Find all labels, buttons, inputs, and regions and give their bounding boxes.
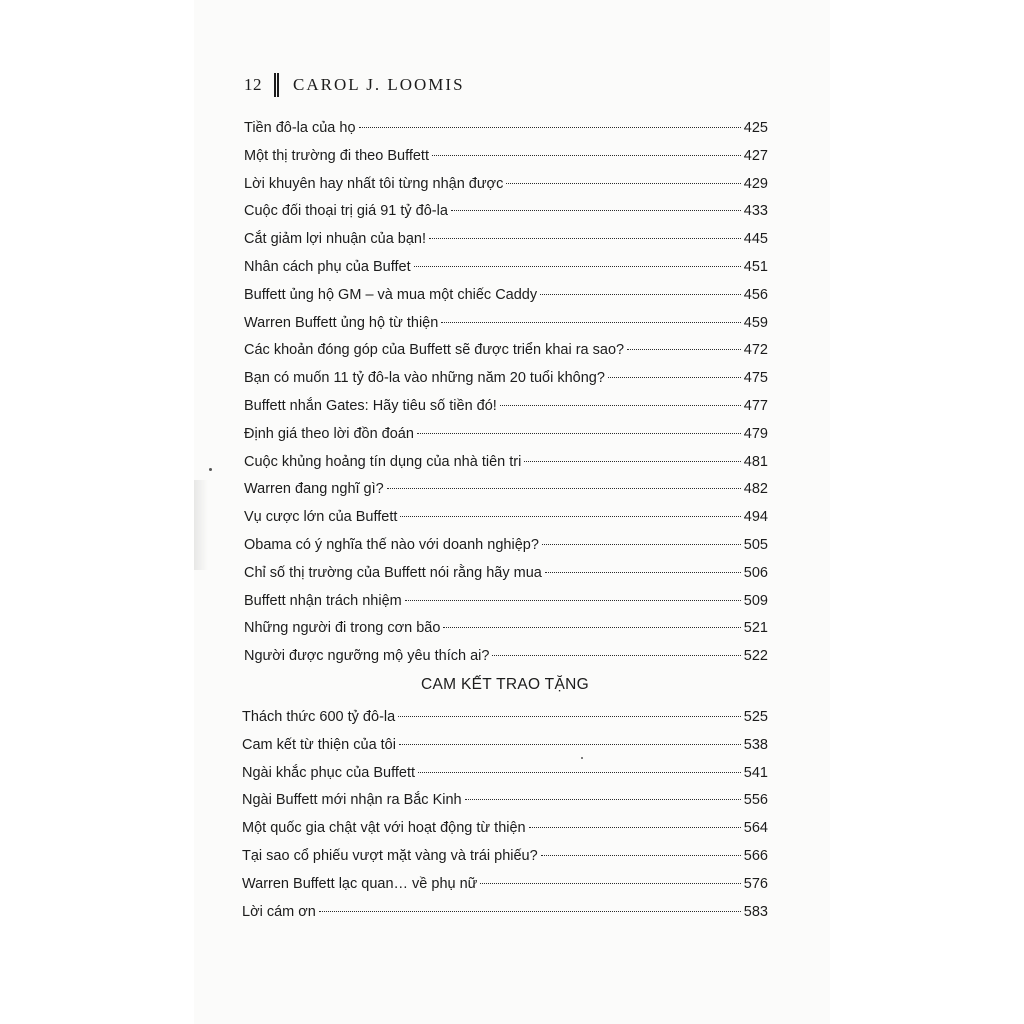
toc-entry-title: Bạn có muốn 11 tỷ đô-la vào những năm 20 tuổi không? — [244, 370, 605, 387]
dot-leader — [465, 798, 741, 800]
dot-leader — [608, 376, 741, 378]
toc-entry-page-number: 429 — [743, 175, 768, 192]
toc-entry — [244, 421, 768, 449]
toc-entry-title: Obama có ý nghĩa thế nào với doanh nghiệp? — [244, 536, 539, 553]
dot-leader — [492, 654, 740, 656]
toc-entry — [244, 365, 768, 393]
toc-entry — [244, 198, 768, 226]
toc-entry — [244, 171, 768, 199]
toc-list-part-2 — [242, 704, 768, 926]
toc-entry — [244, 643, 768, 671]
running-header — [244, 70, 764, 100]
toc-entry-title: Tiền đô-la của họ — [244, 120, 356, 136]
dot-leader — [398, 715, 741, 717]
toc-entry-page-number: 427 — [743, 147, 768, 164]
dot-leader — [443, 626, 740, 628]
toc-entry-page-number: 477 — [743, 397, 768, 414]
toc-entry — [244, 560, 768, 588]
dot-leader — [399, 743, 741, 745]
toc-entry — [242, 899, 768, 927]
dot-leader — [627, 348, 741, 350]
toc-entry-page-number: 538 — [743, 736, 768, 753]
toc-entry — [244, 254, 768, 282]
dot-leader — [441, 321, 741, 323]
dot-leader — [432, 154, 741, 156]
dot-leader — [480, 882, 740, 884]
toc-entry — [242, 732, 768, 760]
toc-entry-page-number: 456 — [743, 286, 768, 303]
toc-entry — [242, 871, 768, 899]
toc-entry-page-number: 521 — [743, 620, 768, 637]
toc-entry-page-number: 509 — [743, 592, 768, 609]
dot-leader — [541, 854, 741, 856]
section-heading: CAM KẾT TRAO TẶNG — [421, 676, 589, 693]
toc-entry — [242, 815, 768, 843]
toc-entry — [242, 787, 768, 815]
toc-entry — [242, 760, 768, 788]
print-speck — [209, 468, 212, 471]
toc-entry-title: Một quốc gia chật vật với hoạt động từ thiện — [242, 820, 526, 837]
dot-leader — [405, 599, 741, 601]
toc-entry-title: Một thị trường đi theo Buffett — [244, 147, 429, 164]
dot-leader — [542, 543, 741, 545]
toc-entry-title: Buffett nhắn Gates: Hãy tiêu số tiền đó! — [244, 397, 497, 414]
toc-entry-page-number: 556 — [743, 792, 768, 809]
toc-entry-title: Buffett ủng hộ GM – và mua một chiếc Caddy — [244, 286, 538, 303]
toc-entry-title: Các khoản đóng góp của Buffett sẽ được triển khai ra sao? — [244, 342, 625, 359]
dot-leader — [529, 826, 741, 828]
toc-entry-title: Định giá theo lời đồn đoán — [244, 425, 414, 442]
toc-entry-page-number: 506 — [743, 564, 768, 581]
toc-entry-page-number: 583 — [743, 903, 768, 920]
page-shadow — [194, 480, 208, 570]
dot-leader — [414, 265, 741, 267]
toc-entry — [244, 588, 768, 616]
toc-entry-title: Ngài khắc phục của Buffett — [242, 764, 416, 781]
toc-entry-title: Thách thức 600 tỷ đô-la — [242, 709, 396, 725]
toc-entry-title: Cam kết từ thiện của tôi — [242, 736, 396, 753]
toc-entry-title: Tại sao cổ phiếu vượt mặt vàng và trái phiếu? — [242, 847, 538, 864]
toc-entry — [242, 704, 768, 732]
toc-entry-page-number: 445 — [743, 231, 768, 248]
toc-entry — [244, 504, 768, 532]
dot-leader — [545, 571, 741, 573]
toc-entry-page-number: 494 — [743, 509, 768, 526]
toc-entry — [242, 843, 768, 871]
toc-entry-title: Cắt giảm lợi nhuận của bạn! — [244, 231, 427, 248]
toc-entry-title: Warren đang nghĩ gì? — [244, 481, 384, 498]
toc-entry — [244, 615, 768, 643]
toc-entry-page-number: 475 — [743, 370, 768, 387]
toc-entry-title: Chỉ số thị trường của Buffett nói rằng hãy mua — [244, 564, 542, 581]
toc-entry-page-number: 525 — [743, 709, 768, 725]
toc-entry — [244, 337, 768, 365]
toc-entry-page-number: 433 — [743, 203, 768, 220]
toc-entry-title: Cuộc đối thoại trị giá 91 tỷ đô-la — [244, 203, 448, 220]
page-number: 12 — [244, 75, 262, 94]
toc-entry — [244, 393, 768, 421]
dot-leader — [418, 771, 741, 773]
dot-leader — [500, 404, 741, 406]
dot-leader — [359, 126, 741, 128]
toc-entry-title: Nhân cách phụ của Buffet — [244, 258, 411, 275]
dot-leader — [417, 432, 741, 434]
header-divider — [274, 73, 279, 97]
toc-entry-title: Lời khuyên hay nhất tôi từng nhận được — [244, 175, 504, 192]
toc-entry-page-number: 472 — [743, 342, 768, 359]
toc-entry — [244, 143, 768, 171]
dot-leader — [387, 487, 741, 489]
toc-entry — [244, 226, 768, 254]
toc-entry-page-number: 451 — [743, 258, 768, 275]
toc-entry-page-number: 564 — [743, 820, 768, 837]
toc-list-part-1 — [244, 115, 768, 671]
toc-entry-title: Buffett nhận trách nhiệm — [244, 592, 402, 609]
toc-entry-page-number: 425 — [743, 120, 768, 136]
toc-entry-page-number: 505 — [743, 536, 768, 553]
toc-entry — [244, 115, 768, 143]
toc-entry — [244, 476, 768, 504]
author-name: CAROL J. LOOMIS — [293, 75, 465, 94]
toc-entry — [244, 282, 768, 310]
toc-entry-page-number: 566 — [743, 847, 768, 864]
toc-entry-page-number: 522 — [743, 648, 768, 665]
dot-leader — [400, 515, 740, 517]
toc-entry-title: Lời cám ơn — [242, 903, 316, 920]
toc-entry-title: Warren Buffett ủng hộ từ thiện — [244, 314, 439, 331]
toc-entry-title: Cuộc khủng hoảng tín dụng của nhà tiên tri — [244, 453, 522, 470]
toc-entry-page-number: 459 — [743, 314, 768, 331]
dot-leader — [429, 237, 741, 239]
toc-entry — [244, 532, 768, 560]
dot-leader — [506, 182, 740, 184]
toc-entry-title: Warren Buffett lạc quan… về phụ nữ — [242, 875, 478, 892]
dot-leader — [451, 209, 741, 211]
toc-entry-page-number: 481 — [743, 453, 768, 470]
toc-entry — [244, 449, 768, 477]
toc-entry-title: Những người đi trong cơn bão — [244, 620, 441, 637]
toc-entry-title: Vụ cược lớn của Buffett — [244, 509, 398, 526]
toc-entry-title: Ngài Buffett mới nhận ra Bắc Kinh — [242, 792, 462, 809]
toc-entry-page-number: 541 — [743, 764, 768, 781]
toc-entry-title: Người được ngưỡng mộ yêu thích ai? — [244, 648, 490, 665]
toc-entry-page-number: 576 — [743, 875, 768, 892]
dot-leader — [319, 910, 741, 912]
toc-entry — [244, 310, 768, 338]
dot-leader — [524, 460, 740, 462]
toc-entry-page-number: 482 — [743, 481, 768, 498]
dot-leader — [540, 293, 741, 295]
toc-entry-page-number: 479 — [743, 425, 768, 442]
